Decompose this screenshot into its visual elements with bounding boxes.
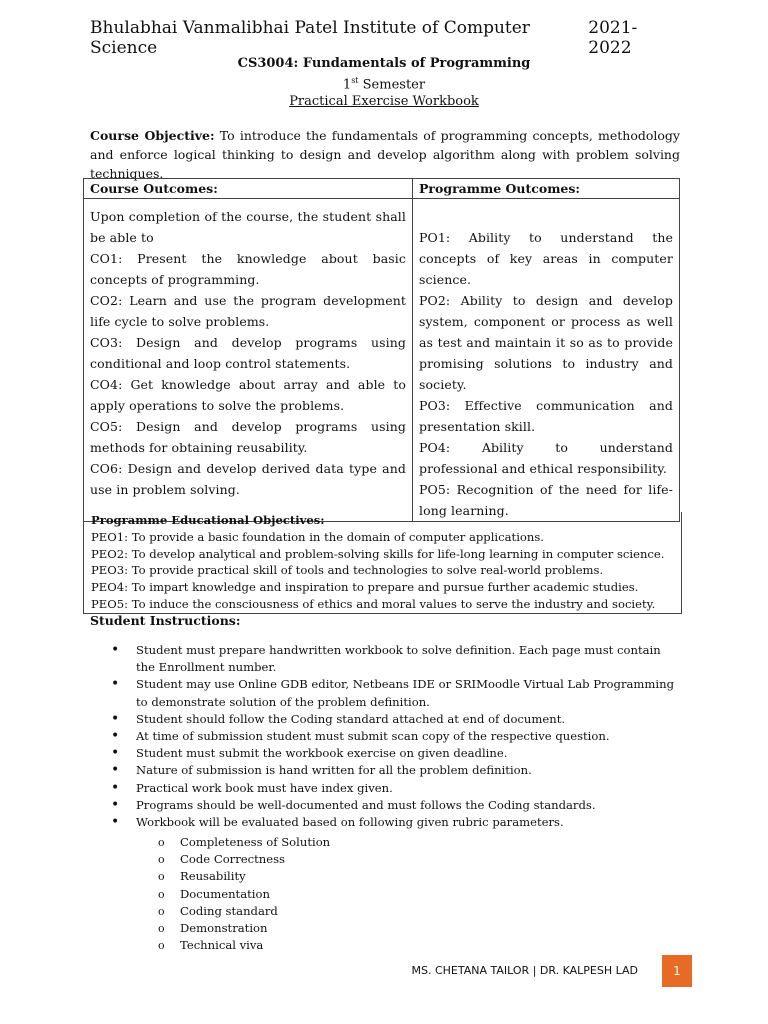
peo-item: PEO3: To provide practical skill of tools and technologies to solve real-world problems. bbox=[91, 563, 604, 578]
po-item: PO2: Ability to design and develop system, component or process as well as test and maintain it so as to provide promising solutions to industry and society. bbox=[419, 293, 673, 392]
rubric-item: o Technical viva bbox=[90, 937, 680, 954]
programme-outcomes-cell bbox=[413, 199, 680, 522]
rubric-item: o Code Correctness bbox=[90, 851, 680, 868]
list-item: • Student should follow the Coding standard attached at end of document. bbox=[90, 711, 680, 728]
list-item: • At time of submission student must submit scan copy of the respective question. bbox=[90, 728, 680, 745]
list-item: • Nature of submission is hand written for all the problem definition. bbox=[90, 762, 680, 779]
list-item: • Student must prepare handwritten workbook to solve definition. Each page must contain the Enrollment number. bbox=[90, 642, 680, 676]
academic-year: 2021-2022 bbox=[588, 18, 638, 58]
list-item: • Practical work book must have index given. bbox=[90, 780, 680, 797]
page-number-badge: 1 bbox=[662, 955, 692, 987]
co-item: CO4: Get knowledge about array and able to apply operations to solve the problems. bbox=[90, 377, 406, 413]
po-item: PO4: Ability to understand professional and ethical responsibility. bbox=[419, 440, 673, 476]
course-title: CS3004: Fundamentals of Programming bbox=[237, 56, 531, 71]
semester bbox=[0, 72, 768, 93]
outcomes-table bbox=[83, 178, 680, 522]
workbook-title: Practical Exercise Workbook bbox=[289, 94, 479, 110]
peo-item: PEO1: To provide a basic foundation in the domain of computer applications. bbox=[91, 529, 544, 544]
rubric-list bbox=[90, 834, 680, 954]
po-item: PO3: Effective communication and presentation skill. bbox=[419, 398, 673, 434]
rubric-item: o Demonstration bbox=[90, 920, 680, 937]
co-item: CO3: Design and develop programs using conditional and loop control statements. bbox=[90, 335, 406, 371]
peo-item: PEO5: To induce the consciousness of ethics and moral values to serve the industry and society. bbox=[91, 596, 656, 611]
semester-number: 1 bbox=[342, 77, 352, 93]
peo-item: PEO2: To develop analytical and problem-solving skills for life-long learning in computer science. bbox=[91, 546, 665, 561]
page-header bbox=[90, 18, 678, 58]
rubric-item: o Completeness of Solution bbox=[90, 834, 680, 851]
co-item: CO5: Design and develop programs using methods for obtaining reusability. bbox=[90, 419, 406, 455]
list-item: • Programs should be well-documented and must follows the Coding standards. bbox=[90, 797, 680, 814]
semester-suffix: st bbox=[351, 76, 359, 85]
objective-text: To introduce the fundamentals of programming concepts, methodology and enforce logical thinking to design and develop algorithm along with problem solving techniques. bbox=[90, 128, 680, 181]
co-item: CO6: Design and develop derived data type and use in problem solving. bbox=[90, 461, 406, 497]
instructions-heading: Student Instructions: bbox=[90, 613, 241, 628]
institute-name: Bhulabhai Vanmalibhai Patel Institute of Computer Science bbox=[90, 18, 530, 58]
po-item: PO1: Ability to understand the concepts of key areas in computer science. bbox=[419, 230, 673, 287]
po-item: PO5: Recognition of the need for life-long learning. bbox=[419, 482, 673, 518]
co-item: CO1: Present the knowledge about basic concepts of programming. bbox=[90, 251, 406, 287]
peo-section bbox=[83, 512, 682, 614]
peo-item: PEO4: To impart knowledge and inspiration to prepare and pursue further academic studies. bbox=[91, 580, 639, 595]
semester-text: Semester bbox=[358, 77, 426, 93]
peo-heading: Programme Educational Objectives: bbox=[91, 513, 325, 527]
rubric-item: o Documentation bbox=[90, 886, 680, 903]
course-outcomes-cell bbox=[84, 199, 413, 522]
rubric-item: o Reusability bbox=[90, 868, 680, 885]
rubric-item: o Coding standard bbox=[90, 903, 680, 920]
footer-authors: MS. CHETANA TAILOR | DR. KALPESH LAD bbox=[411, 964, 638, 977]
list-item: • Student must submit the workbook exercise on given deadline. bbox=[90, 745, 680, 762]
title-block bbox=[0, 55, 768, 110]
list-item: • Workbook will be evaluated based on following given rubric parameters. bbox=[90, 814, 680, 831]
objective-label: Course Objective: bbox=[90, 128, 215, 143]
instructions-list bbox=[90, 642, 680, 831]
co-intro: Upon completion of the course, the student shall be able to bbox=[90, 209, 406, 245]
po-heading: Programme Outcomes: bbox=[413, 179, 680, 199]
list-item: • Student may use Online GDB editor, Netbeans IDE or SRIMoodle Virtual Lab Programming to demonstrate solution of the problem definition. bbox=[90, 676, 680, 710]
co-heading: Course Outcomes: bbox=[84, 179, 413, 199]
co-item: CO2: Learn and use the program development life cycle to solve problems. bbox=[90, 293, 406, 329]
course-objective bbox=[90, 126, 680, 183]
